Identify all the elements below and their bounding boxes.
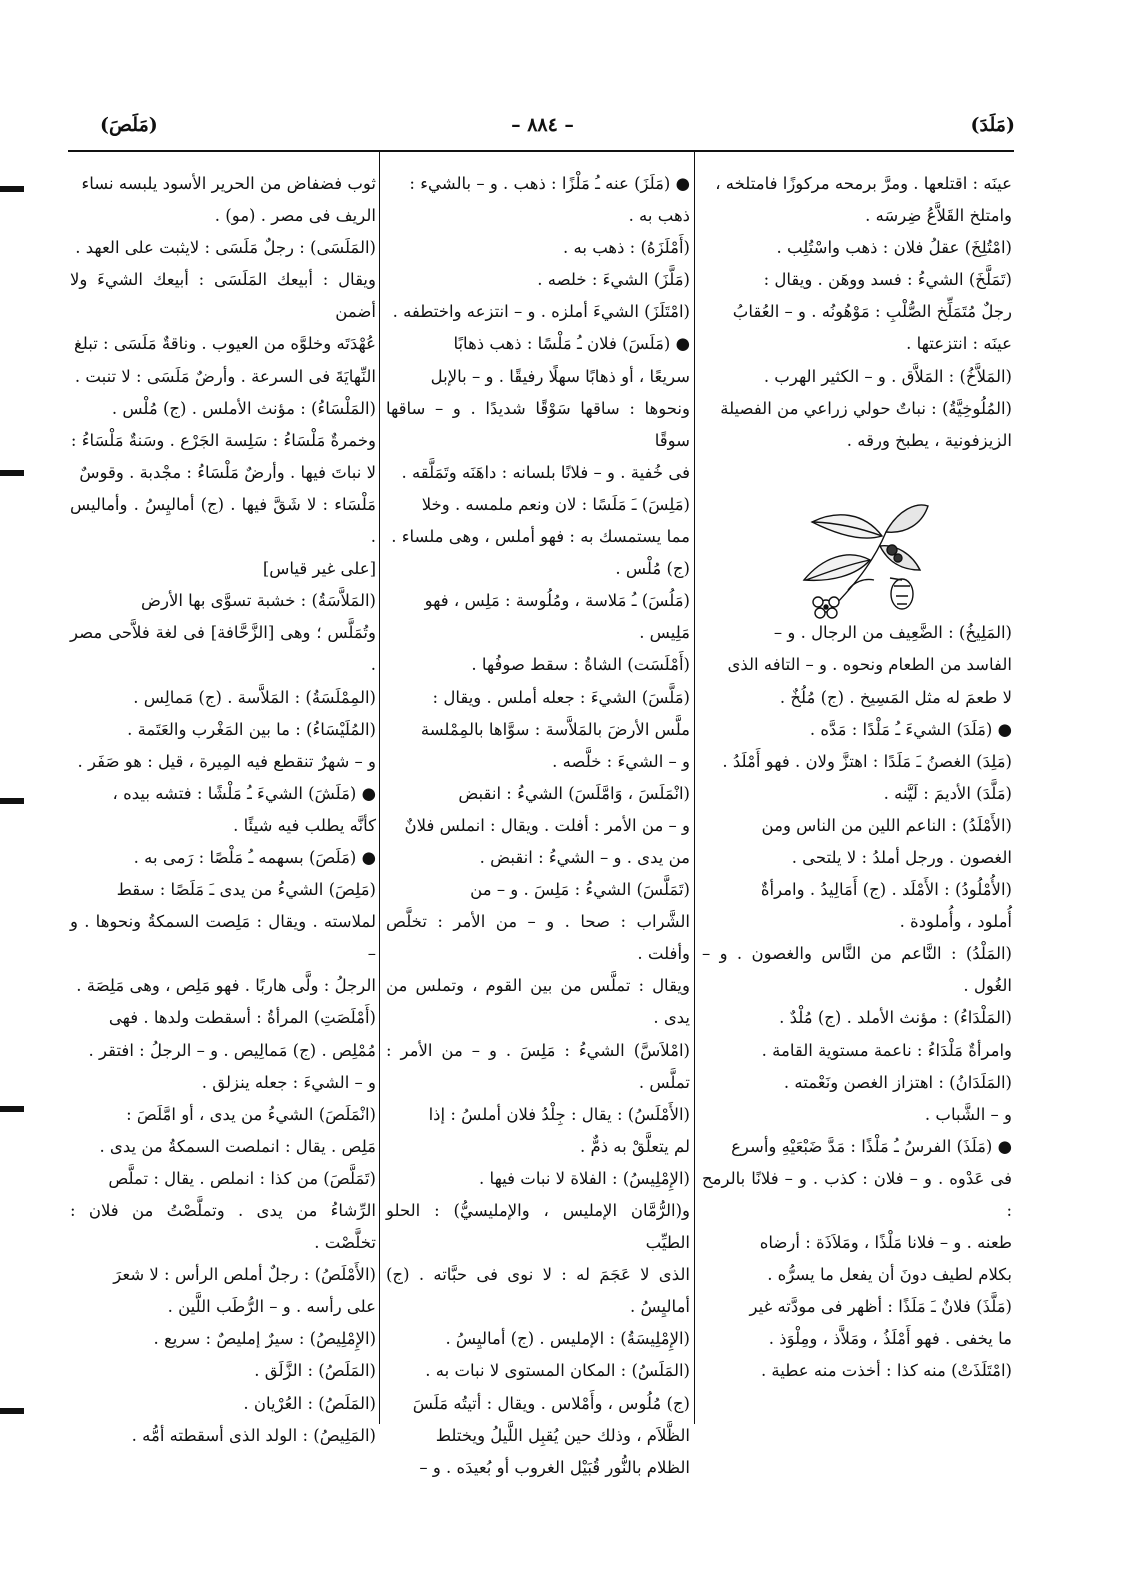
entry-line: و(الرُّمَّان الإمليس ، والإمليسيُّ) : الحلو الطيِّب <box>386 1201 690 1253</box>
entry-line: (المِمْلَسَةُ) : المَلاَّسة . (ج) مَمالِس . <box>133 687 376 707</box>
entry-line: (امْتَلَذَتْ) منه كذا : أخذت منه عطية . <box>760 1361 1012 1381</box>
entry-line: (المُلَيْسَاءُ) : ما بين المَغْرب والعَتَمة . <box>127 719 376 739</box>
entry-line: الزيزفونية ، يطبخ ورقه . <box>846 430 1012 450</box>
entry-line: (مَلَّذَ) فلانٌ ـَ مَلَذًا : أظهر فى مودَّته غير <box>749 1297 1012 1317</box>
header-rule <box>68 150 1014 152</box>
entry-line: مما يستمسك به : فهو أملس ، وهى ملساء . <box>391 527 690 547</box>
entry-line: (المَلَسَى) : رجلٌ مَلَسَى : لايثبت على العهد . <box>75 238 376 258</box>
entry-line: (مَلِدَ) الغصنُ ـَ مَلَدًا : اهتزَّ ولان . فهو أَمْلَدُ . <box>722 751 1012 771</box>
entry-line: على رأسه . و – الرُّطَب اللَّين . <box>167 1297 376 1317</box>
entry-line: مَلِص . يقال : انملصت السمكةُ من يدى . <box>99 1136 376 1156</box>
illustration-space <box>702 457 1012 489</box>
entry-line: ويقال : تملَّس من بين القوم ، وتملس من يدى . <box>386 976 690 1028</box>
entry-line: ● (مَلَسَ) فلان ـُ مَلْسًا : ذهب ذهابًا <box>453 334 690 354</box>
entry-line: (الأَمْلَصُ) : رجلٌ أملص الرأس : لا شعرَ <box>113 1265 376 1285</box>
entry-line: مَلِيس . <box>639 623 690 643</box>
column-divider-left <box>379 152 380 1424</box>
entry-line: ونحوها : ساقها سَوْقًا شديدًا . و – ساقها سوقًا <box>386 398 690 450</box>
scan-edge-mark <box>0 1408 24 1414</box>
entry-line: من يدى . و – الشيءُ : انقبض . <box>479 847 690 867</box>
entry-line: الريف فى مصر . (مو) . <box>214 206 376 226</box>
entry-line: (تَمَلَّسَ) الشيءُ : مَلِسَ . و – من <box>470 880 690 900</box>
entry-line: (مَلِسَ) ـَ مَلَسًا : لان ونعم ملمسه . وخلا <box>421 494 690 514</box>
entry-line: (مَلِصَ) الشيءُ من يدى ـَ مَلَصًا : سقط <box>116 880 376 900</box>
entry-line: (المَلاَّخُ) : المَلاَّق . و – الكثير الهرب . <box>763 366 1012 386</box>
entry-line: (المَلَصُ) : الزَّلَق . <box>254 1361 376 1381</box>
entry-line: (امْتُلِخَ) عقلُ فلان : ذهب واسْتُلِب . <box>776 238 1012 258</box>
entry-line: سريعًا ، أو ذهابًا سهلًا رفيقًا . و – بالإبل <box>430 366 690 386</box>
entry-line: (المَلْدَاءُ) : مؤنث الأملد . (ج) مُلْدٌ . <box>779 1008 1012 1028</box>
entry-line: (المَلْدُ) : النَّاعم من النَّاس والغصون . و – الغُول . <box>702 944 1012 996</box>
entry-line: ● (مَلَدَ) الشيءَ ـُ مَلْدًا : مَدَّه . <box>809 719 1012 739</box>
column-divider-right <box>694 152 695 1424</box>
entry-line: (مَلُسَ) ـُ مَلاسة ، ومُلُوسة : مَلِس ، فهو <box>424 591 690 611</box>
page-header <box>70 108 1015 148</box>
entry-line: الظلام بالنُّور قُبَيْل الغروب أو بُعيدَه . و – <box>419 1457 690 1477</box>
entry-line: طعنه . و – فلانا مَلْذًا ، ومَلاَذَة : أرضاه <box>759 1233 1012 1253</box>
entry-line: فى خُفية . و – فلانًا بلسانه : داهَنَه وتَمَلَّقه . <box>401 462 690 482</box>
entry-line: لم يتعلَّقْ به ذمٌّ . <box>580 1136 690 1156</box>
entry-line: و – الشيءَ : جعله ينزلق . <box>201 1072 376 1092</box>
entry-line: (تَمَلَّخَ) الشيءُ : فسد ووهَن . ويقال : <box>763 270 1012 290</box>
entry-line: (الأُمْلُودُ) : الأَمْلَد . (ج) أَمَالِيدُ . وامرأةٌ <box>760 880 1012 900</box>
entry-line: (الإِمْلِيسُ) : الفلاة لا نبات فيها . <box>479 1168 690 1188</box>
bud <box>887 545 897 555</box>
entry-line: و – من الأمر : أفلت . ويقال : انملس فلانٌ <box>404 815 690 835</box>
entry-line: (ج) مُلُوس ، وأَمْلاس . ويقال : أتيتُه مَلَسَ <box>412 1393 690 1413</box>
entry-line: الشَّراب : صحا . و – من الأمر : تخلَّص وأفلت . <box>386 912 690 964</box>
entry-line: وامتلخ القَلاَّعُ ضِرسَه . <box>865 206 1012 226</box>
entry-line: (انْمَلَسَ ، وَامَّلَسَ) الشيءُ : انقبض <box>458 783 690 803</box>
entry-line: الفاسد من الطعام ونحوه . و – التافه الذى <box>727 655 1012 675</box>
plant-illustration <box>790 492 930 627</box>
entry-line: (المَلِيصُ) : الولد الذى أسقطته أمُّه . <box>131 1425 376 1445</box>
entry-line: (الإِمْلِيصُ) : سيرٌ إمليصٌ : سريع . <box>153 1329 376 1349</box>
entry-line: وتُمَلَّس ؛ وهى [الزَّحَّافة] فى لغة فلاَّحى مصر . <box>70 623 376 675</box>
entry-line: أُملود ، وأُملودة . <box>899 912 1012 932</box>
entry-line: (المُلُوخِيَّةُ) : نباتٌ حولي زراعي من الفصيلة <box>720 398 1012 418</box>
entry-line: (المَلَصُ) : العُرْيان . <box>243 1393 376 1413</box>
entry-line: (المَلاَّسَةُ) : خشبة تسوَّى بها الأرض <box>141 591 376 611</box>
entry-line: (مَلَّزَ) الشيءَ : خلصه . <box>537 270 690 290</box>
entry-line: الرِّشاءُ من يدى . وتملَّصْتُ من فلان : تخلَّصْت . <box>70 1201 376 1253</box>
entry-line: ملَّس الأرضَ بالمَلاَّسة : سوَّاها بالمِمْلسة <box>420 719 690 739</box>
leaf <box>886 505 928 532</box>
entry-line: ● (مَلَزَ) عنه ـُ مَلْزًا : ذهب . و – بالشيء : <box>409 174 690 193</box>
entry-line: (أَمْلَسَت) الشاةُ : سقط صوفُها . <box>471 655 690 675</box>
entry-line: (أَمْلَزَهُ) : ذهب به . <box>563 238 690 258</box>
scan-edge-mark <box>0 798 24 804</box>
header-left-label: (مَلَصَ) <box>100 114 158 136</box>
column-left <box>70 168 376 1452</box>
entry-line: لا نباتَ فيها . وأرضٌ مَلْسَاءُ : مجْدبة . وقوسٌ <box>79 462 376 482</box>
header-right-label: (مَلَدَ) <box>970 114 1015 136</box>
entry-line: (مَلَّدَ) الأديمَ : لَيَّنه . <box>883 783 1012 803</box>
entry-line: كأنَّه يطلب فيه شيئًا . <box>233 815 376 835</box>
entry-line: لا طعمَ له مثل المَسِيخ . (ج) مُلُخٌ . <box>779 687 1012 707</box>
entry-line: بكلام لطيف دونَ أن يفعل ما يسرُّه . <box>767 1265 1012 1285</box>
scan-edge-mark <box>0 186 24 192</box>
entry-line: (انْمَلَصَ) الشيءُ من يدى ، أو امَّلَصَ : <box>126 1104 376 1124</box>
entry-line: (المَلَسُ) : المكان المستوى لا نبات به . <box>425 1361 690 1381</box>
entry-line: ثوب فضفاض من الحرير الأسود يلبسه نساء <box>81 174 376 193</box>
entry-line: مَلْسَاء : لا شَقَّ فيها . (ج) أماليِسُ . وأماليس . <box>70 494 376 547</box>
entry-line: (تَمَلَّصَ) من كذا : انملص . يقال : تملَّص <box>108 1168 376 1188</box>
page-number: – ٨٨٤ – <box>511 114 574 136</box>
entry-line: (الأَمْلَدُ) : الناعم اللين من الناس ومن <box>761 815 1012 835</box>
entry-line: (المَلِيخُ) : الضَّعِيف من الرجال . و – <box>773 623 1012 643</box>
entry-line: وامرأةٌ مَلْدَاءُ : ناعمة مستوية القامة . <box>761 1040 1012 1060</box>
entry-line: (الأَمْلَسُ) : يقال : جِلْدُ فلان أملسُ : إذا <box>428 1104 690 1124</box>
scan-edge-mark <box>0 470 24 476</box>
entry-line: (المَلْسَاءُ) : مؤنث الأملس . (ج) مُلْس . <box>111 398 376 418</box>
entry-line: ويقال : أبيعك المَلَسَى : أبيعك الشيءَ ولا أضمن <box>70 270 376 322</box>
entry-line: النِّهايَةَ فى السرعة . وأرضٌ مَلَسَى : لا تنبت . <box>74 366 376 386</box>
entry-line: و – الشَّباب . <box>924 1104 1012 1124</box>
entry-line: (أَمْلَصَتِ) المرأةُ : أسقطت ولدها . فهى <box>108 1008 376 1028</box>
entry-line: و – شهرٌ تنقطع فيه المِيرة ، قيل : هو صَفَر . <box>77 751 376 771</box>
entry-line: الرجلُ : ولَّى هاربًا . فهو مَلِص ، وهى مَلِصَة . <box>76 976 376 996</box>
entry-line: (مَلَّسَ) الشيءَ : جعله أملس . ويقال : <box>432 687 690 707</box>
entry-line: (الإِمْلِيسَةُ) : الإمليس . (ج) أماليِسُ . <box>445 1329 690 1349</box>
column-middle <box>386 168 690 1484</box>
entry-line: مُمْلِص . (ج) مَمالِيص . و – الرجلُ : افتقر . <box>88 1040 376 1060</box>
entry-line: [على غير قياس] <box>262 559 376 579</box>
entry-line: ● (مَلَشَ) الشيءَ ـُ مَلْشًا : فتشه بيده ، <box>112 783 376 803</box>
entry-line: (امْلاَسَّ) الشيءُ : مَلِسَ . و – من الأمر : تملَّس . <box>386 1040 690 1092</box>
entry-line: ● (مَلَذَ) الفرسُ ـُ مَلْذًا : مَدَّ ضَبْعَيْهِ وأسرع <box>731 1136 1012 1156</box>
entry-line: (المَلَدَانُ) : اهتزاز الغصن ونَعْمته . <box>783 1072 1012 1092</box>
entry-line: (امْتَلَزَ) الشيءَ أملزه . و – انتزعه واختطفه . <box>392 302 690 322</box>
entry-line: ذهب به . <box>628 206 690 226</box>
entry-line: (ج) مُلْس . <box>615 559 690 579</box>
entry-line: عينَه : انتزعتها . <box>906 334 1012 354</box>
entry-line: وخمرةٌ مَلْسَاءُ : سَلِسة الجَرْع . وسَنةٌ مَلْسَاءُ : <box>70 430 376 450</box>
scan-edge-mark <box>0 1106 24 1112</box>
entry-line: عينَه : اقتلعها . ومرَّ برمحه مركوزًا فامتلخه ، <box>715 174 1012 193</box>
entry-line: رجلٌ مُتَمَلِّخ الصُّلْبِ : مَوْهُونُه . و – العُقابُ <box>732 302 1012 322</box>
entry-line: الغصون . ورجل أملدُ : لا يلتحى . <box>791 847 1012 867</box>
entry-line: و – الشيءَ : خلَّصه . <box>552 751 690 771</box>
entry-line: فى عَدْوه . و – فلان : كذب . و – فلانًا بالرمح : <box>702 1168 1012 1220</box>
column-right <box>702 168 1012 1388</box>
entry-line: لملاسته . ويقال : مَلِصت السمكةُ ونحوها . و – <box>70 912 376 964</box>
entry-line: عُهْدَتَه وخلوَّه من العيوب . وناقةٌ مَلَسَى : تبلغ <box>73 334 376 354</box>
entry-line: ● (مَلَصَ) بسهمه ـُ مَلْصًا : رَمى به . <box>133 847 376 867</box>
entry-line: الذى لا عَجَمَ له : لا نوى فى حبَّاته . (ج) أماليِسُ . <box>386 1265 690 1317</box>
entry-line: ما يخفى . فهو أَمْلَذُ ، ومَلاَّذ ، ومِلْوَذ . <box>768 1329 1012 1349</box>
entry-line: الظَّلاَم ، وذلك حين يُقبِل اللَّيلُ ويختلط <box>435 1425 690 1445</box>
